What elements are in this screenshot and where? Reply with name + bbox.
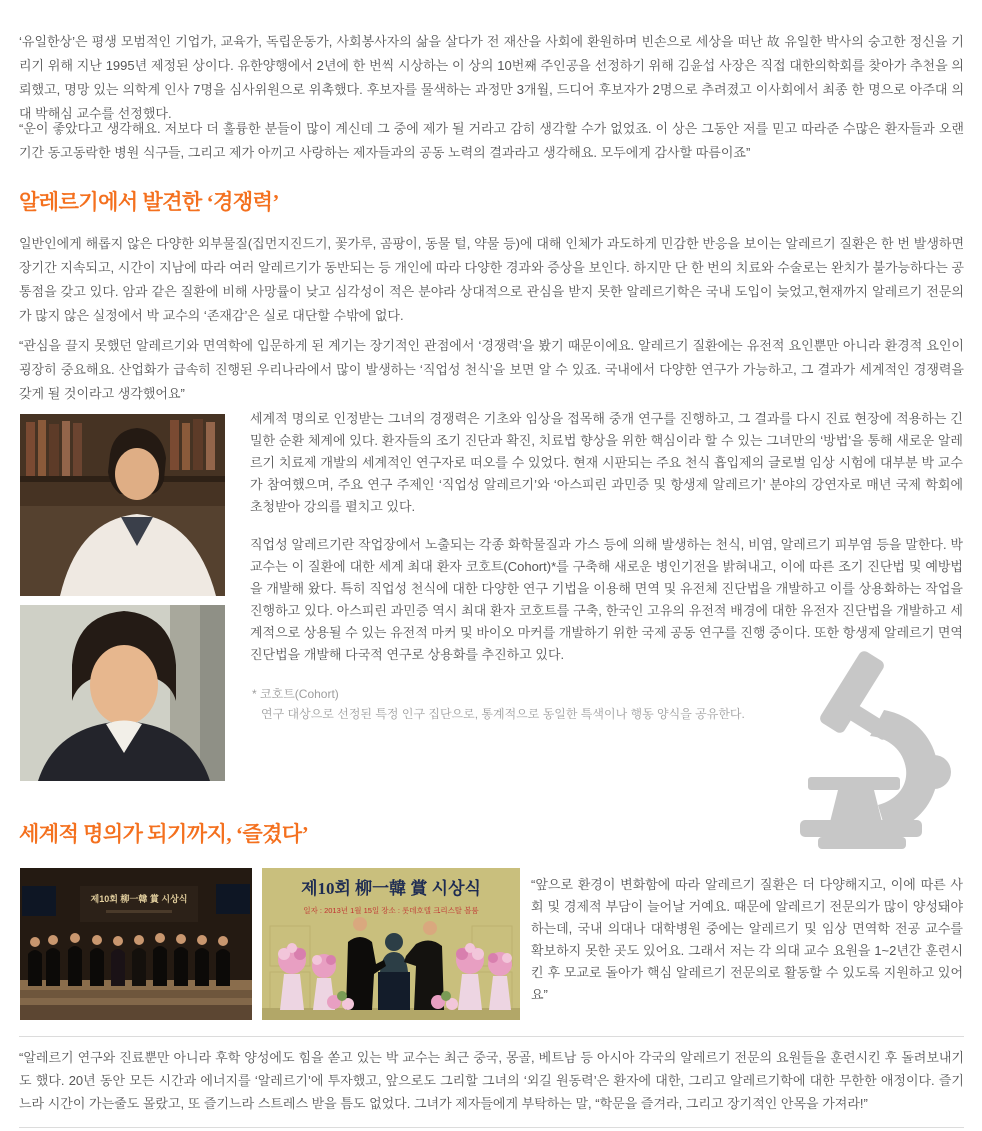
professor-office-photo [20,414,225,596]
cohort-footnote [252,684,782,724]
professor-office-photo-art [20,414,225,596]
cohort-footnote-body: 연구 대상으로 선정된 특정 인구 집단으로, 통계적으로 동일한 특색이나 행동 양식을 공유한다. [261,707,745,721]
section1-quote: “관심을 끌지 못했던 알레르기와 면역학에 입문하게 된 계기는 장기적인 관점에서 ‘경쟁력’을 봤기 때문이에요. 알레르기 질환에는 유전적 요인뿐만 아니라 환경적 요인이 굉장히 중요해요. 산업화가 급속히 진행된 우리나라에서 많이 발생하는 ‘직업성 천식’을 보면 알 수 있죠. 국내에서 다양한 연구가 가능하고, 그 결과가 세계적인 경쟁력을 갖게 될 것이라고 생각했어요” [19,338,964,401]
intro-quote: “운이 좋았다고 생각해요. 저보다 더 훌륭한 분들이 많이 계신데 그 중에 제가 될 거라고 감히 생각할 수가 없었죠. 이 상은 그동안 저를 믿고 따라준 수많은 환자들과 오랜 기간 동고동락한 병원 식구들, 그리고 제가 아끼고 사랑하는 제자들과의 공동 노력의 결과라고 생각해요. 모두에게 감사할 따름이죠” [19,121,964,160]
section1-heading: 알레르기에서 발견한 ‘경쟁력’ [19,190,279,214]
ceremony-banner-text: 제10회 柳一韓 賞 시상식 [301,879,481,898]
ceremony-banner-subtext: 일자 : 2013년 1월 15일 장소 : 롯데호텔 크리스탈 볼룸 [303,906,479,915]
cohort-footnote-title: * 코호트(Cohort) [252,687,339,701]
section1-paragraph: 일반인에게 해롭지 않은 다양한 외부물질(집먼지진드기, 꽃가루, 곰팡이, 동물 털, 약물 등)에 대해 인체가 과도하게 민감한 반응을 보이는 알레르기 질환은 한 번 발생하면 장기간 지속되고, 시간이 지남에 따라 여러 알레르기가 동반되는 등 개인에 따라 다양한 경과와 증상을 보인다. 하지만 단 한 번의 치료와 수술로는 완치가 불가능하다는 공통점을 갖고 있다. 암과 같은 질환에 비해 사망률이 낮고 심각성이 적은 분야라 상대적으로 관심을 받지 못한 알레르기학은 국내 도입이 늦었고,현재까지 알레르기 전문의가 많지 않은 실정에서 박 교수의 ‘존재감’은 실로 대단할 수밖에 없다. [19,236,964,323]
outro-paragraph: “알레르기 연구와 진료뿐만 아니라 후학 양성에도 힘을 쏟고 있는 박 교수는 최근 중국, 몽골, 베트남 등 아시아 각국의 알레르기 전문의 요원들을 훈련시킨 후 돌려보내기도 했다. 20년 동안 모든 시간과 에너지를 ‘알레르기’에 투자했고, 앞으로도 그리할 그녀의 ‘외길 원동력’은 환자에 대한, 그리고 알레르기학에 대한 무한한 애정이다. 즐기느라 시간이 가는줄도 몰랐고, 또 즐기느라 스트레스 받을 틈도 없었다. 그녀가 제자들에게 부탁하는 말, “학문을 즐겨라, 그리고 장기적인 안목을 가져라!” [19,1050,964,1111]
section2-heading: 세계적 명의가 되기까지, ‘즐겼다’ [19,822,309,846]
section1-body2: 직업성 알레르기란 작업장에서 노출되는 각종 화학물질과 가스 등에 의해 발생하는 천식, 비염, 알레르기 피부염 등을 말한다. 박 교수는 이 질환에 대한 세계 최대 환자 코호트(Cohort)*를 구축해 새로운 병인기전을 밝혀내고, 이에 따른 조기 진단법 및 예방법을 개발해 왔다. 특히 직업성 천식에 대한 다양한 연구 기법을 이용해 면역 및 유전체 진단법을 개발하고 이를 상용화하는 작업을 진행하고 있다. 아스피린 과민증 역시 최대 환자 코호트를 구축, 한국인 고유의 유전적 배경에 대한 유전자 진단법을 개발하고 세계적으로 상용될 수 있는 유전적 마커 및 바이오 마커를 개발하기 위한 국제 공동 연구를 진행 중이다. 또한 항생제 알레르기 면역진단법을 개발해 다국적 연구로 상용화를 추진하고 있다. [250,537,963,662]
microscope-icon [788,650,958,855]
award-ceremony-photo [262,868,520,1020]
award-group-photo [20,868,252,1020]
intro-paragraph: ‘유일한상’은 평생 모범적인 기업가, 교육가, 독립운동가, 사회봉사자의 삶을 살다가 전 재산을 사회에 환원하며 빈손으로 세상을 떠난 故 유일한 박사의 숭고한 정신을 기리기 위해 지난 1995년 제정된 상이다. 유한양행에서 2년에 한 번씩 시상하는 이 상의 10번째 주인공을 선정하기 위해 김윤섭 사장은 직접 대한의학회를 찾아가 추천을 의뢰했고, 명망 있는 의학계 인사 7명을 심사위원으로 위촉했다. 후보자를 물색하는 과정만 3개월, 드디어 후보자가 2명으로 추려졌고 이사회에서 최종 한 명으로 아주대 의대 박해심 교수를 선정했다. [19,34,964,121]
divider-top [19,1036,964,1037]
professor-portrait-photo [20,605,225,781]
section1-body1: 세계적 명의로 인정받는 그녀의 경쟁력은 기초와 임상을 접목해 중개 연구를 진행하고, 그 결과를 다시 진료 현장에 적용하는 긴밀한 순환 체계에 있다. 환자들의 조기 진단과 확진, 치료법 향상을 위한 핵심이라 할 수 있는 그녀만의 ‘방법’을 통해 새로운 알레르기 치료제 개발의 세계적인 연구자로 떠오를 수 있었다. 현재 시판되는 주요 천식 흡입제의 글로벌 임상 시험에 대부분 박 교수가 참여했으며, 주요 연구 주제인 ‘직업성 알레르기’와 ‘아스피린 과민증 및 항생제 알레르기’ 분야의 강연자로 매년 국제 학회에 초청받아 강의를 펼치고 있다. [250,411,963,514]
divider-bottom [19,1127,964,1128]
group-photo-banner-text: 제10회 柳一韓 賞 시상식 [90,894,188,904]
professor-portrait-photo-art [20,605,225,781]
section2-quote: “앞으로 환경이 변화함에 따라 알레르기 질환은 더 다양해지고, 이에 따른 사회 및 경제적 부담이 늘어날 거예요. 때문에 알레르기 전문의가 많이 양성돼야 하는데, 국내 의대나 대학병원 중에는 알레르기 및 임상 면역학 전공 교수를 확보하지 못한 곳도 있어요. 그래서 저는 각 의대 교수 요원을 1~2년간 훈련시킨 후 모교로 돌아가 핵심 알레르기 전문의로 활동할 수 있도록 지원하고 있어요” [531,877,963,1002]
